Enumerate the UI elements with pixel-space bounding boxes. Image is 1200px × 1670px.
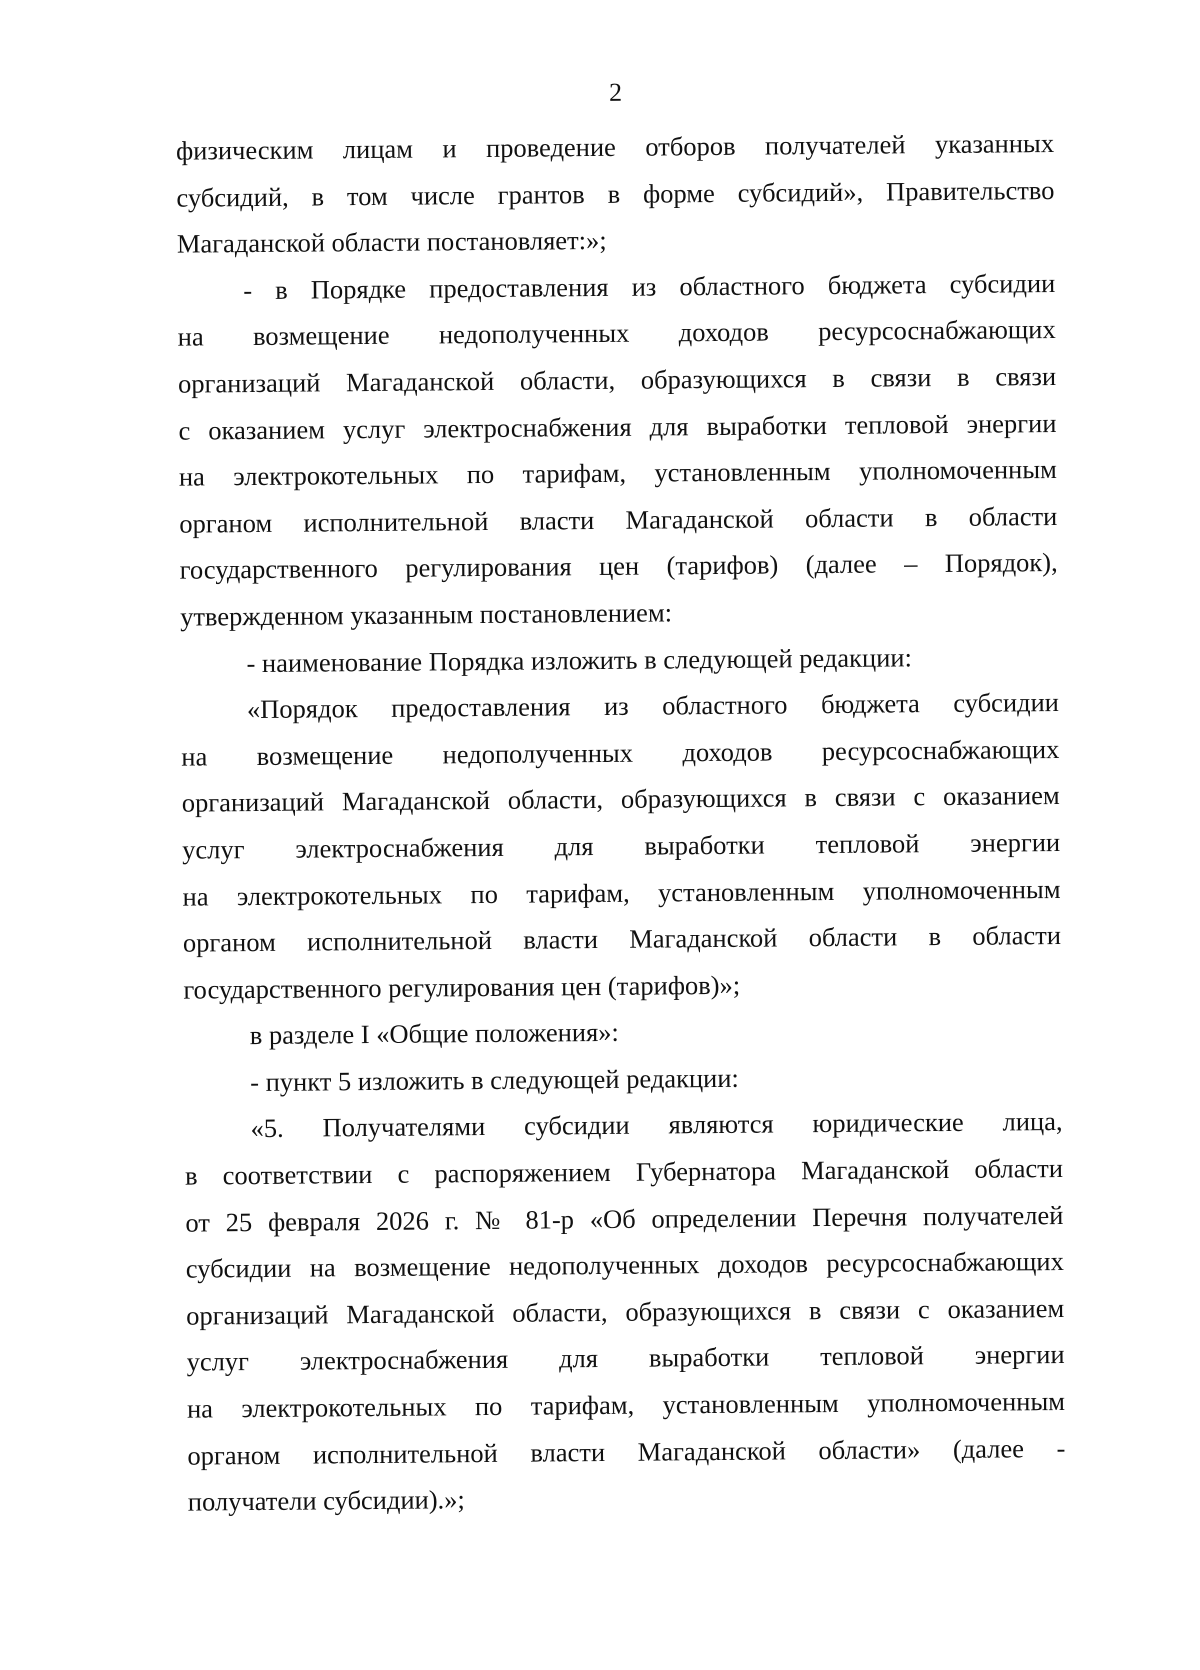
- text-line: утвержденном указанным постановлением:: [179, 597, 673, 632]
- text-line: получатели субсидии).»;: [187, 1484, 465, 1517]
- text-line: субсидий, в том числе грантов в форме субсидий», Правительство: [176, 174, 1055, 213]
- text-line: государственного регулирования цен (тарифов)»;: [183, 969, 741, 1005]
- text-line: на возмещение недополученных доходов ресурсоснабжающих: [177, 314, 1056, 353]
- text-line: - пункт 5 изложить в следующей редакции:: [250, 1062, 739, 1097]
- text-line: «Порядок предоставления из областного бюджета субсидии: [246, 687, 1060, 725]
- text-line: в разделе I «Общие положения»:: [249, 1017, 619, 1051]
- text-line: Магаданской области постановляет:»;: [176, 225, 607, 259]
- text-line: с оказанием услуг электроснабжения для выработки тепловой энергии: [178, 407, 1057, 446]
- page-number: 2: [608, 77, 623, 107]
- text-line: - наименование Порядка изложить в следующей редакции:: [246, 641, 913, 678]
- text-line: от 25 февраля 2026 г. № 81-р «Об определении Перечня получателей: [185, 1199, 1064, 1238]
- text-line: в соответствии с распоряжением Губернатора Магаданской области: [184, 1153, 1064, 1191]
- text-line: органом исполнительной власти Магаданской области» (далее -: [187, 1432, 1066, 1471]
- text-line: организаций Магаданской области, образующихся в связи с оказанием: [181, 780, 1060, 818]
- text-line: органом исполнительной власти Магаданской области в области: [182, 920, 1062, 958]
- text-line: на электрокотельных по тарифам, установленным уполномоченным: [186, 1385, 1066, 1424]
- text-line: на электрокотельных по тарифам, установленным уполномоченным: [182, 873, 1061, 912]
- text-line: на возмещение недополученных доходов ресурсоснабжающих: [181, 733, 1060, 772]
- document-body: [176, 120, 1066, 1525]
- text-line: физическим лицам и проведение отборов получателей указанных: [175, 128, 1055, 166]
- text-line: «5. Получателями субсидии являются юридические лица,: [250, 1106, 1063, 1144]
- text-line: на электрокотельных по тарифам, установленным уполномоченным: [178, 454, 1057, 492]
- text-line: услуг электроснабжения для выработки тепловой энергии: [182, 826, 1061, 865]
- text-line: организаций Магаданской области, образующихся в связи в связи: [177, 360, 1057, 399]
- text-line: государственного регулирования цен (тарифов) (далее – Порядок),: [179, 547, 1058, 586]
- text-line: органом исполнительной власти Магаданской области в области: [179, 500, 1058, 539]
- text-line: - в Порядке предоставления из областного бюджета субсидии: [243, 267, 1056, 305]
- text-line: субсидии на возмещение недополученных доходов ресурсоснабжающих: [185, 1246, 1064, 1284]
- text-line: организаций Магаданской области, образующихся в связи с оказанием: [186, 1292, 1065, 1331]
- text-line: услуг электроснабжения для выработки тепловой энергии: [186, 1339, 1065, 1378]
